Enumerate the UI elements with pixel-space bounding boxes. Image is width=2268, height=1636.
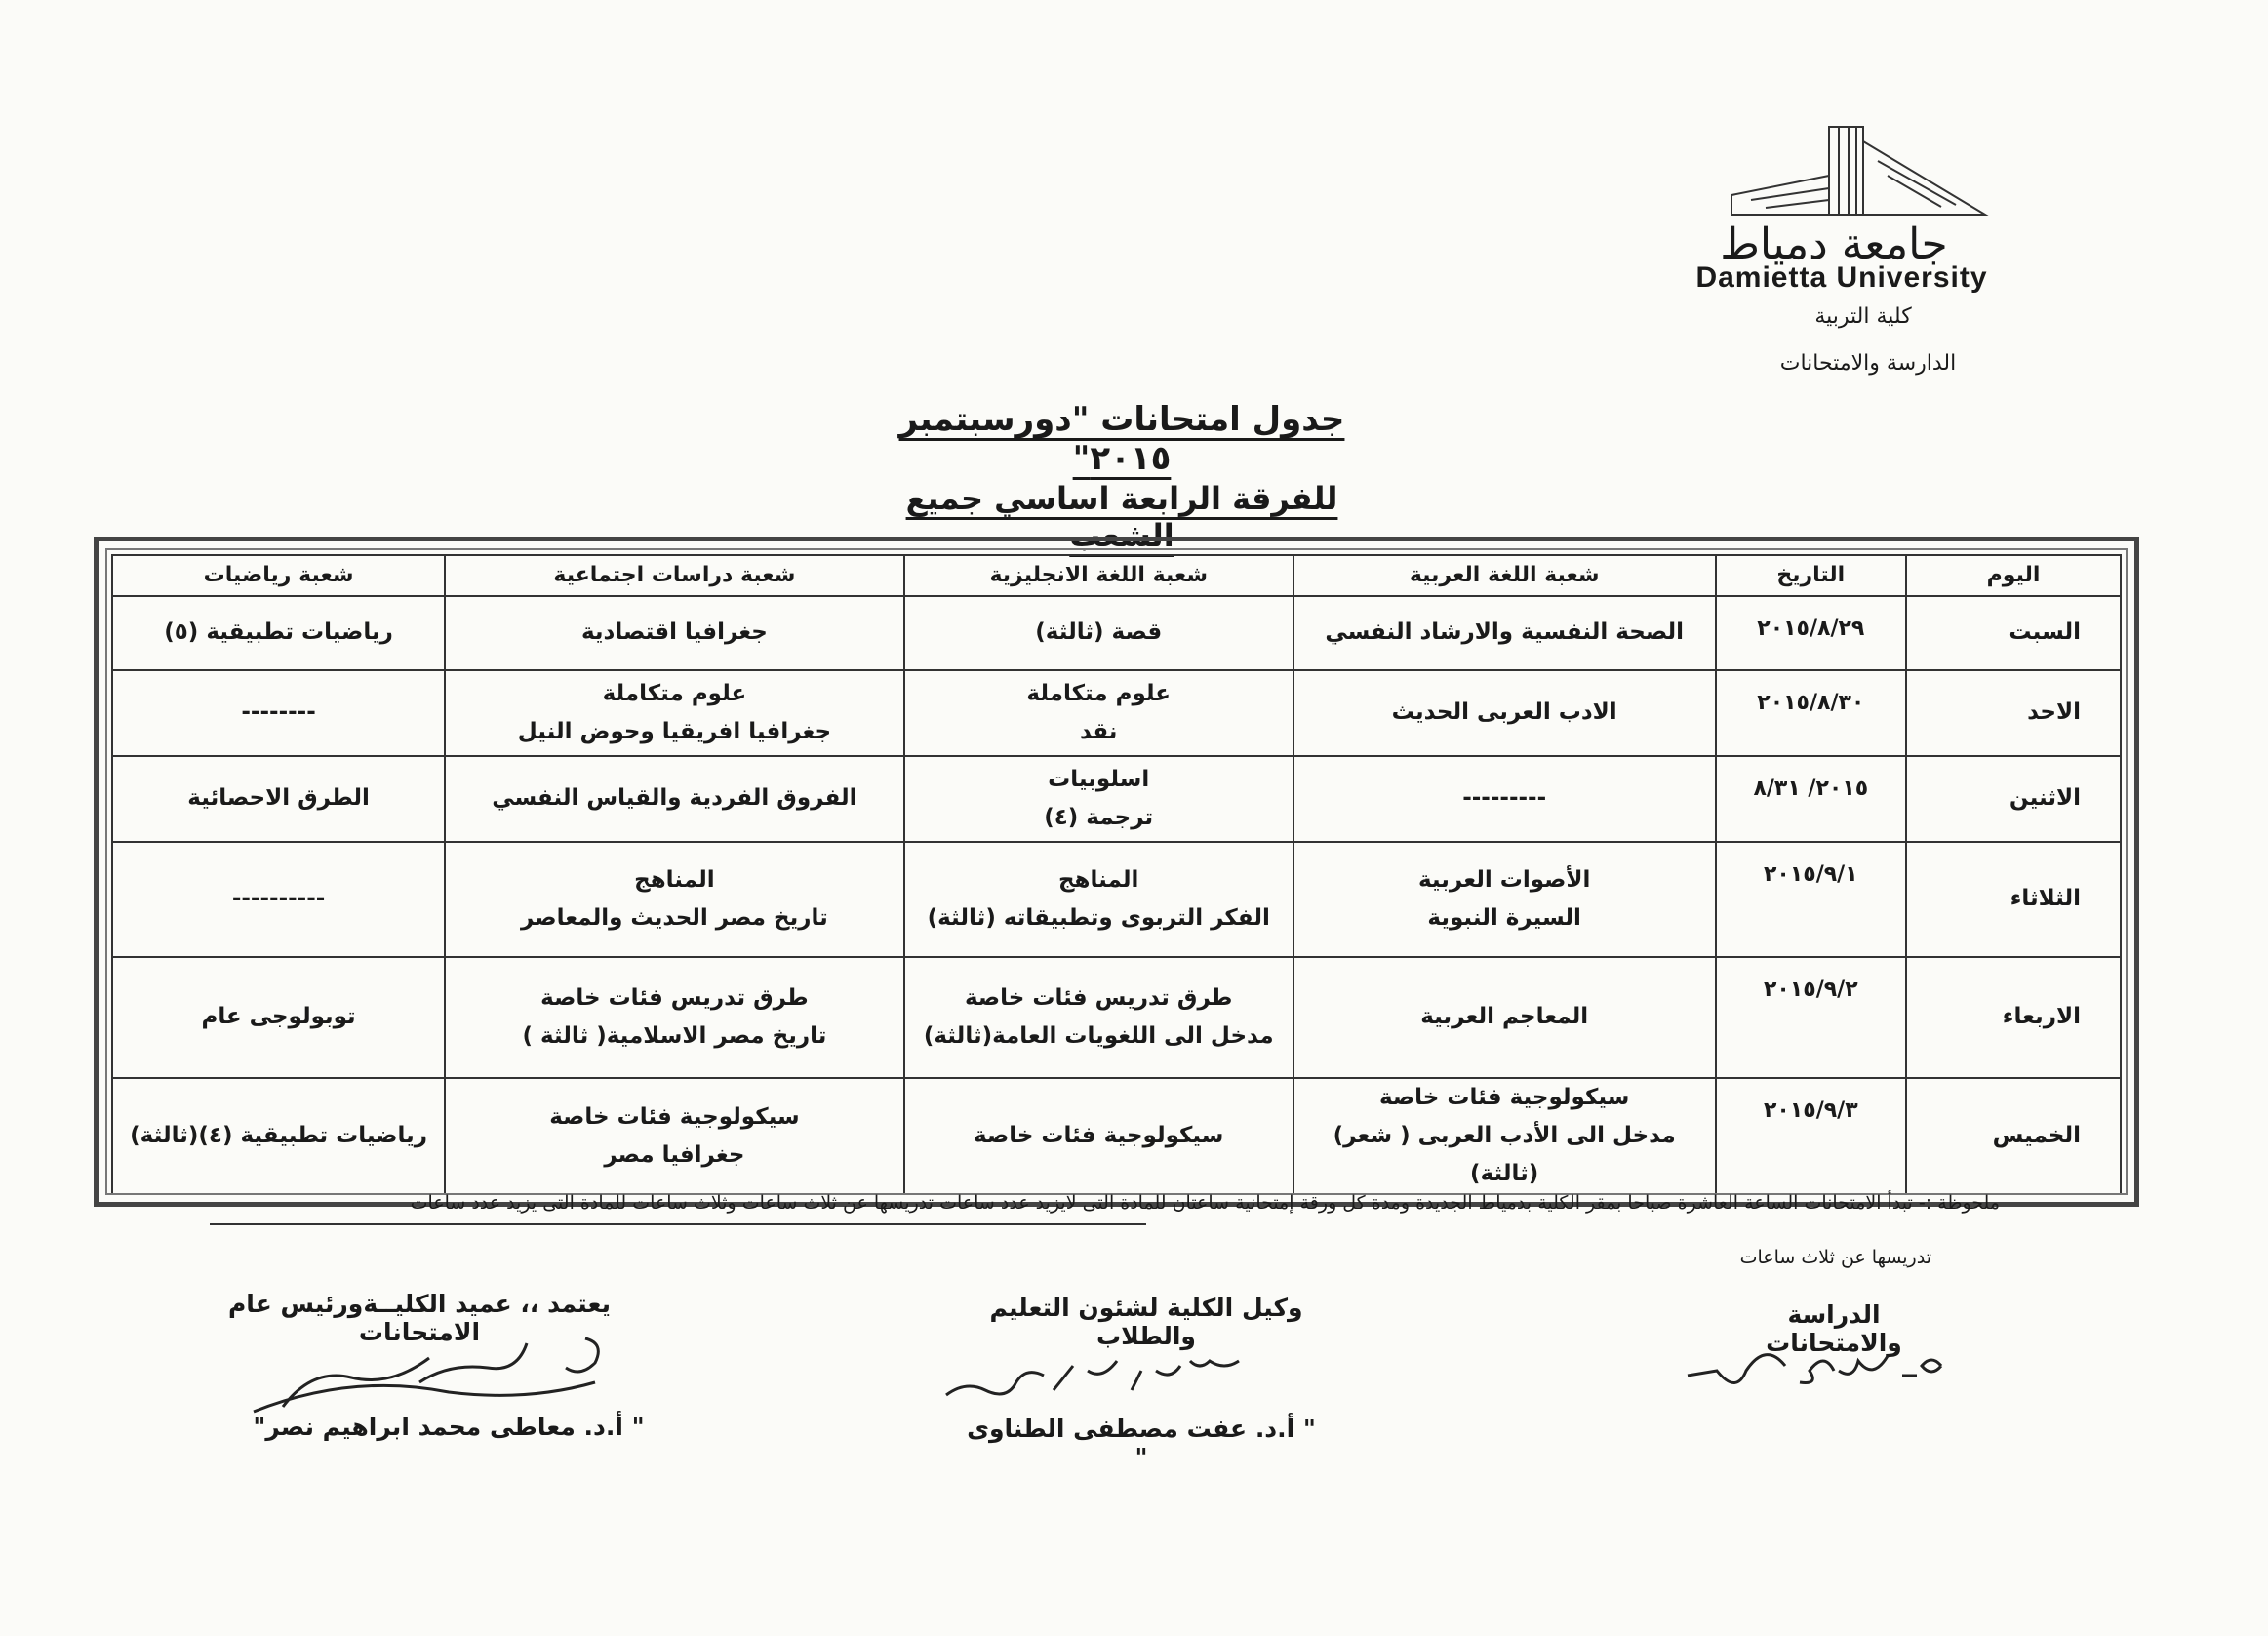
university-name-en: Damietta University <box>1695 261 1988 294</box>
cell-arabic: المعاجم العربية <box>1293 957 1716 1078</box>
cell-math: رياضيات تطبيقية (٤)(ثالثة) <box>112 1078 445 1194</box>
cell-day: السبت <box>1906 596 2121 670</box>
cell-math: ---------- <box>112 842 445 957</box>
cell-english: المناهج الفكر التربوى وتطبيقاته (ثالثة) <box>904 842 1293 957</box>
cell-social: جغرافيا اقتصادية <box>445 596 903 670</box>
header-english: شعبة اللغة الانجليزية <box>904 555 1293 596</box>
cell-date: ٢٠١٥/٩/١ <box>1716 842 1907 957</box>
cell-social: سيكولوجية فئات خاصة جغرافيا مصر <box>445 1078 903 1194</box>
vice-dean-name: " أ.د. عفت مصطفى الطناوى " <box>967 1415 1316 1471</box>
university-name-ar: جامعة دمياط <box>1720 219 1948 269</box>
cell-social: علوم متكاملة جغرافيا افريقيا وحوض النيل <box>445 670 903 756</box>
exam-note-continued: تدريسها عن ثلاث ساعات <box>1739 1247 1931 1268</box>
cell-math: توبولوجى عام <box>112 957 445 1078</box>
cell-english: سيكولوجية فئات خاصة <box>904 1078 1293 1194</box>
exam-schedule-table <box>111 554 2122 1195</box>
cell-day: الثلاثاء <box>1906 842 2121 957</box>
cell-social: طرق تدريس فئات خاصة تاريخ مصر الاسلامية( ثالثة ) <box>445 957 903 1078</box>
faculty-name: كلية التربية <box>1814 304 1912 329</box>
cell-english: علوم متكاملة نقد <box>904 670 1293 756</box>
cell-arabic: --------- <box>1293 756 1716 842</box>
dean-name: " أ.د. معاطى محمد ابراهيم نصر" <box>253 1413 645 1441</box>
cell-arabic: سيكولوجية فئات خاصة مدخل الى الأدب العربى ( شعر) (ثالثة) <box>1293 1078 1716 1194</box>
cell-math: الطرق الاحصائية <box>112 756 445 842</box>
header-date: التاريخ <box>1716 555 1907 596</box>
cell-social: الفروق الفردية والقياس النفسي <box>445 756 903 842</box>
table-row <box>112 957 2121 1078</box>
cell-date: ٢٠١٥/ ٨/٣١ <box>1716 756 1907 842</box>
table-row <box>112 756 2121 842</box>
schedule-title: جدول امتحانات "دورسبتمبر ٢٠١٥" <box>898 400 1345 478</box>
cell-day: الاربعاء <box>1906 957 2121 1078</box>
handwritten-signature-vice-dean <box>917 1346 1249 1415</box>
table-row <box>112 670 2121 756</box>
exam-schedule-table-frame <box>94 537 2139 1207</box>
handwritten-signature-exams <box>1668 1337 1961 1405</box>
cell-math: -------- <box>112 670 445 756</box>
handwritten-signature-dean <box>234 1319 644 1417</box>
schedule-subtitle: للفرقة الرابعة اساسي جميع الشعب <box>905 480 1338 554</box>
department-name: الدارسة والامتحانات <box>1779 351 1957 376</box>
cell-date: ٢٠١٥/٨/٣٠ <box>1716 670 1907 756</box>
vice-dean-signature-title: وكيل الكلية لشئون التعليم والطلاب <box>989 1294 1303 1350</box>
header-social: شعبة دراسات اجتماعية <box>445 555 903 596</box>
exams-dept-signature-title: الدراسة والامتحانات <box>1766 1300 1902 1357</box>
exam-note: ملحوظة :- تبدأ الامتحانات الساعة العاشرة صباحا بمقر الكلية بدمياط الجديدة ومدة كل ورقة إمتحانية ساعتان للمادة التى لايزيد عدد ساعات تدريسها عن ثلاث ساعات وثلاث ساعات للمادة التى يزيد عدد ساعات <box>410 1192 2000 1214</box>
header-math: شعبة رياضيات <box>112 555 445 596</box>
cell-date: ٢٠١٥/٩/٣ <box>1716 1078 1907 1194</box>
cell-english: اسلوبيات ترجمة (٤) <box>904 756 1293 842</box>
note-underline <box>210 1223 1146 1225</box>
table-row <box>112 1078 2121 1194</box>
cell-arabic: الادب العربى الحديث <box>1293 670 1716 756</box>
cell-day: الاحد <box>1906 670 2121 756</box>
table-row <box>112 842 2121 957</box>
cell-day: الاثنين <box>1906 756 2121 842</box>
cell-arabic: الأصوات العربية السيرة النبوية <box>1293 842 1716 957</box>
table-header-row <box>112 555 2121 596</box>
header-day: اليوم <box>1906 555 2121 596</box>
table-row <box>112 596 2121 670</box>
header-arabic: شعبة اللغة العربية <box>1293 555 1716 596</box>
cell-math: رياضيات تطبيقية (٥) <box>112 596 445 670</box>
cell-date: ٢٠١٥/٨/٢٩ <box>1716 596 1907 670</box>
cell-english: طرق تدريس فئات خاصة مدخل الى اللغويات العامة(ثالثة) <box>904 957 1293 1078</box>
cell-social: المناهج تاريخ مصر الحديث والمعاصر <box>445 842 903 957</box>
cell-day: الخميس <box>1906 1078 2121 1194</box>
cell-english: قصة (ثالثة) <box>904 596 1293 670</box>
cell-date: ٢٠١٥/٩/٢ <box>1716 957 1907 1078</box>
cell-arabic: الصحة النفسية والارشاد النفسي <box>1293 596 1716 670</box>
dean-signature-title: يعتمد ،، عميد الكليــةورئيس عام الامتحانات <box>227 1290 611 1346</box>
